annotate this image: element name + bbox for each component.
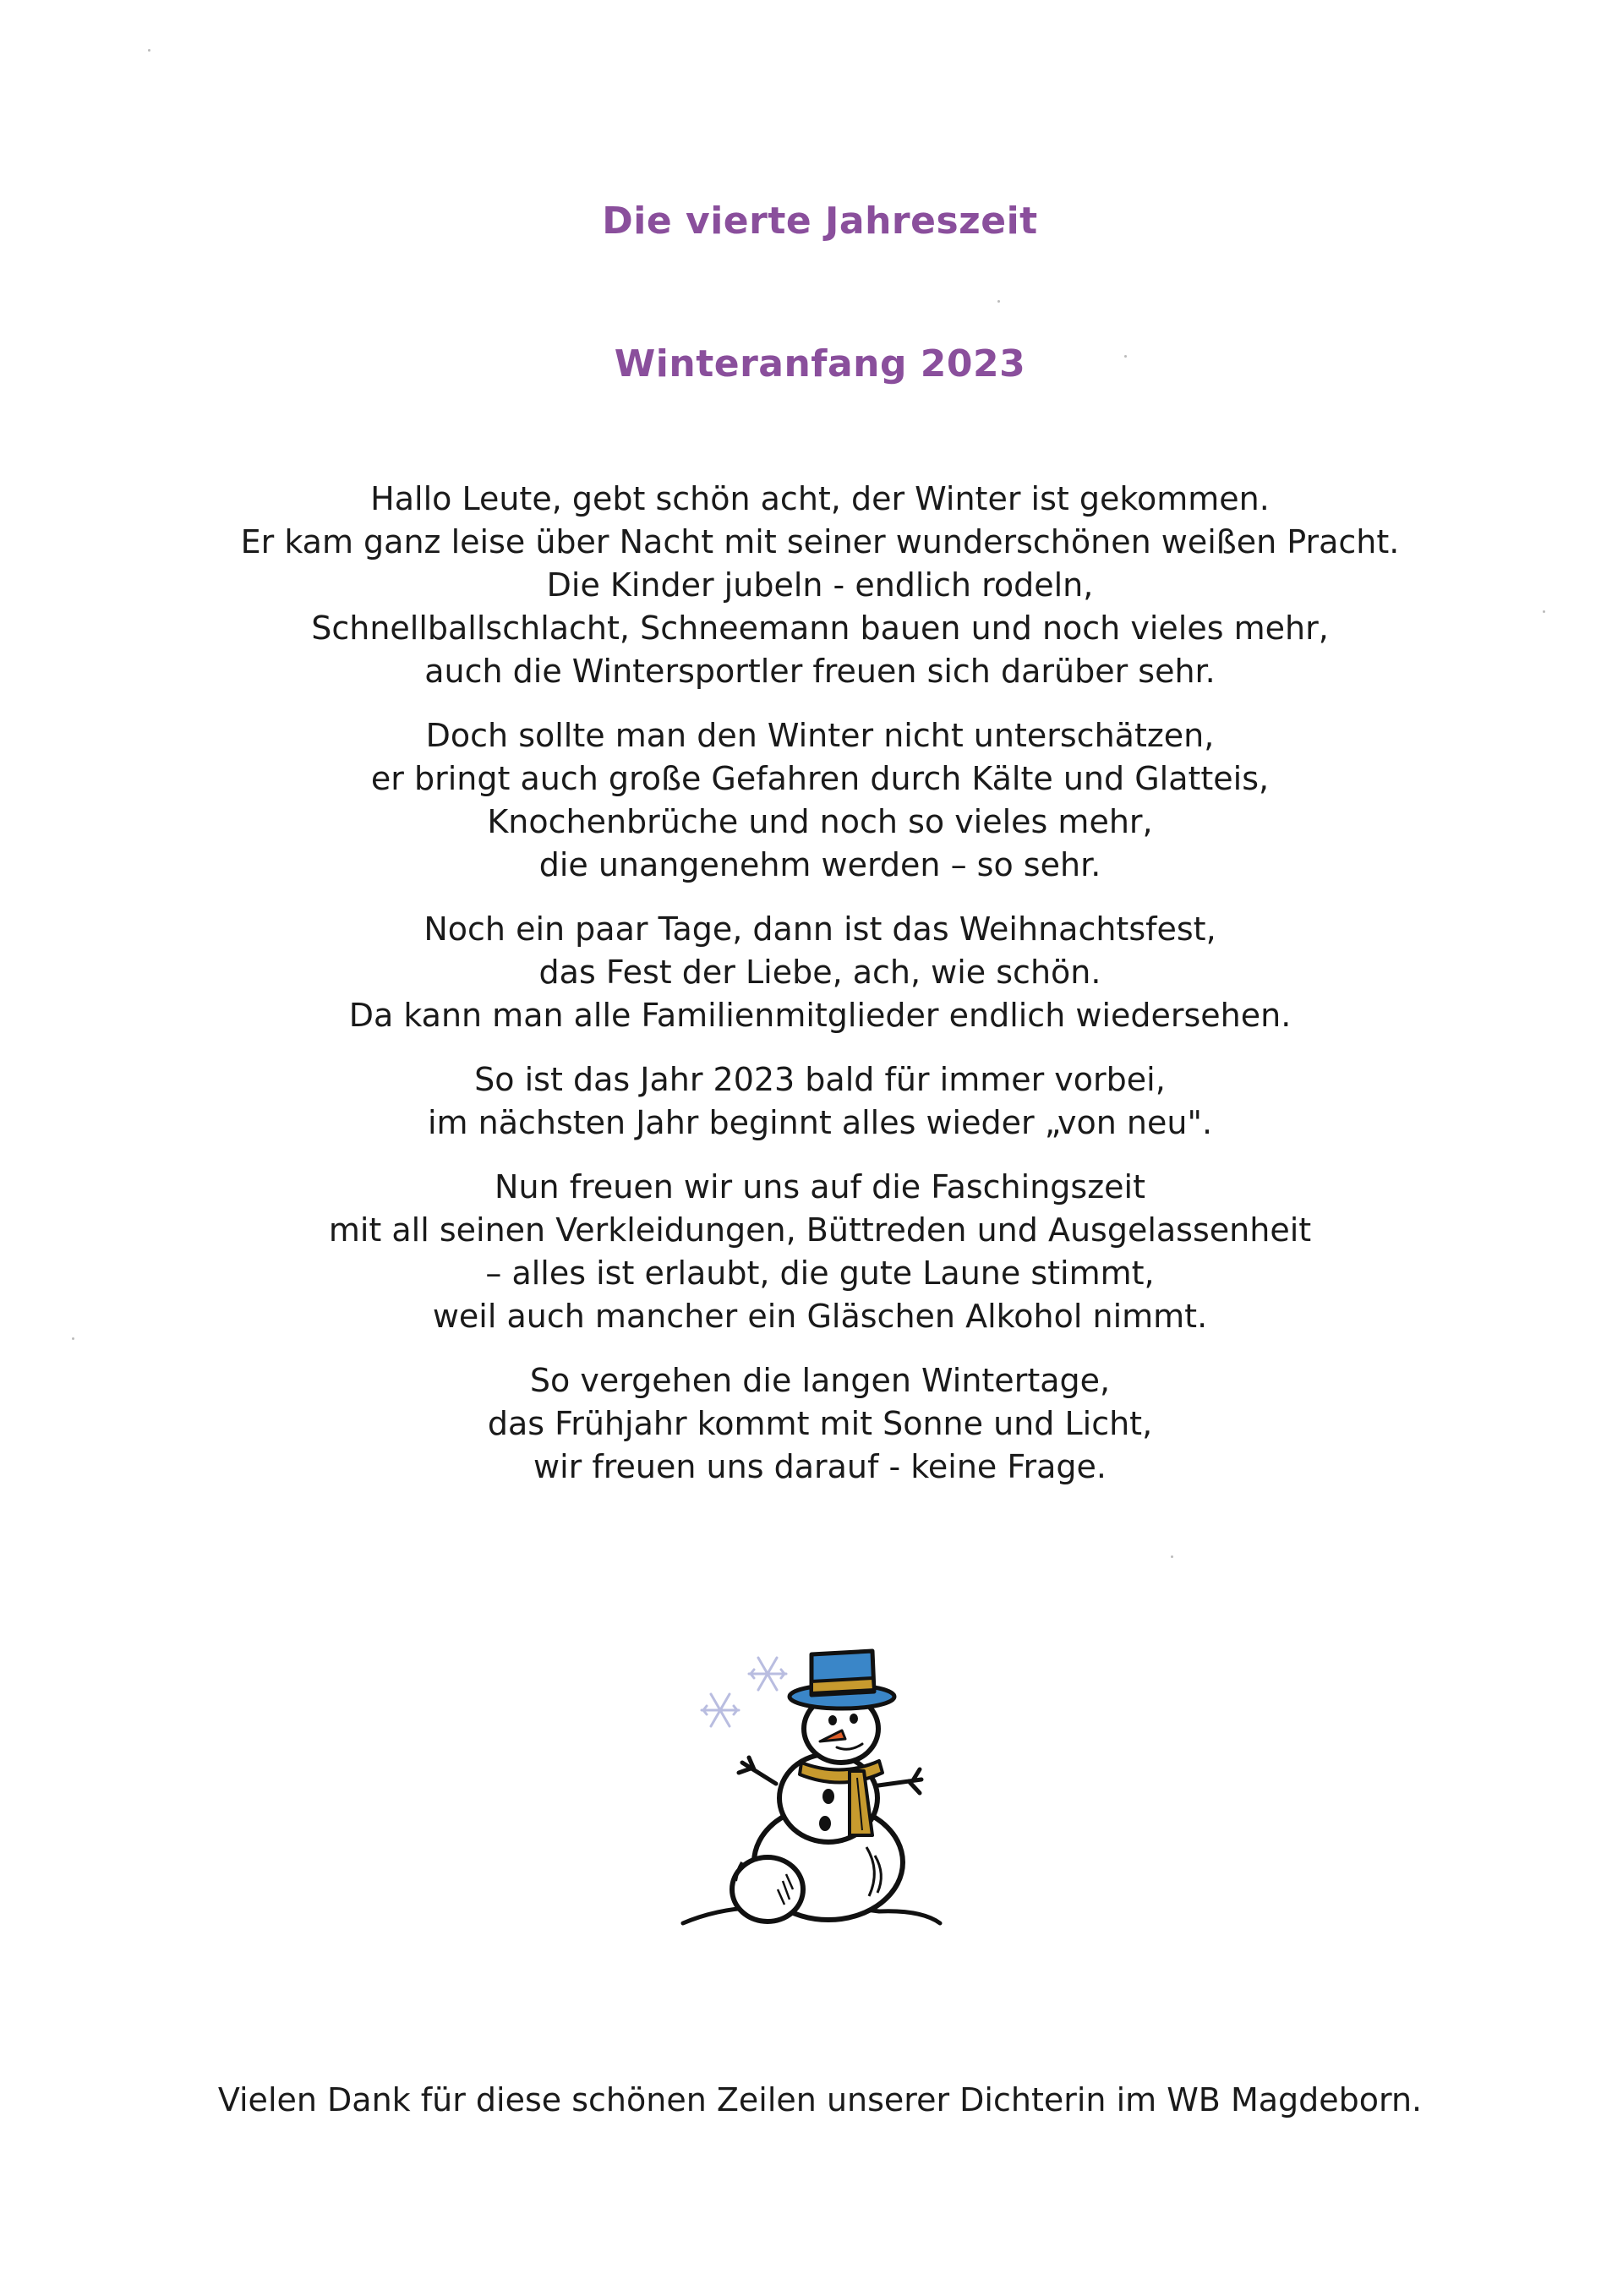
poem-line: wir freuen uns darauf - keine Frage.	[533, 1448, 1107, 1485]
poem-line: das Fest der Liebe, ach, wie schön.	[538, 954, 1101, 991]
poem-stanza	[0, 714, 1623, 887]
poem-line: Hallo Leute, gebt schön acht, der Winter ist gekommen.	[370, 480, 1270, 517]
poem-line: – alles ist erlaubt, die gute Laune stimmt,	[485, 1255, 1155, 1292]
poem	[0, 478, 1623, 1510]
poem-line: Knochenbrüche und noch so vieles mehr,	[487, 803, 1153, 840]
poem-line: Doch sollte man den Winter nicht unterschätzen,	[425, 717, 1215, 754]
poem-stanza	[0, 478, 1623, 693]
document-subtitle: Winteranfang 2023	[614, 342, 1026, 385]
poem-stanza	[0, 908, 1623, 1037]
document-title: Die vierte Jahreszeit	[602, 200, 1038, 243]
poem-line: Die Kinder jubeln - endlich rodeln,	[546, 566, 1094, 604]
poem-line: Er kam ganz leise über Nacht mit seiner wunderschönen weißen Pracht.	[240, 523, 1400, 560]
poem-line: weil auch mancher ein Gläschen Alkohol nimmt.	[432, 1298, 1208, 1335]
poem-line: auch die Wintersportler freuen sich darüber sehr.	[424, 653, 1216, 690]
poem-stanza	[0, 1359, 1623, 1489]
poem-stanza	[0, 1166, 1623, 1338]
scan-speck	[148, 49, 150, 52]
scan-speck	[997, 300, 1000, 303]
poem-line: Da kann man alle Familienmitglieder endlich wiedersehen.	[348, 997, 1292, 1034]
poem-line: er bringt auch große Gefahren durch Kälte und Glatteis,	[370, 760, 1270, 797]
poem-line: So ist das Jahr 2023 bald für immer vorbei,	[474, 1061, 1166, 1098]
scan-speck	[1543, 610, 1545, 613]
scan-speck	[1124, 355, 1127, 358]
snowflake-icon	[702, 1658, 786, 1726]
poem-stanza	[0, 1058, 1623, 1145]
poem-line: die unangenehm werden – so sehr.	[538, 846, 1101, 883]
scan-speck	[1171, 1555, 1173, 1558]
scan-speck	[72, 1337, 74, 1340]
poem-line: Nun freuen wir uns auf die Faschingszeit	[495, 1168, 1145, 1205]
poem-line: So vergehen die langen Wintertage,	[529, 1362, 1111, 1399]
poem-line: mit all seinen Verkleidungen, Büttreden und Ausgelassenheit	[328, 1211, 1312, 1249]
poem-line: Schnellballschlacht, Schneemann bauen und noch vieles mehr,	[311, 610, 1329, 647]
snowman-icon	[676, 1636, 981, 1940]
poem-line: Noch ein paar Tage, dann ist das Weihnachtsfest,	[424, 910, 1216, 948]
footer-thanks: Vielen Dank für diese schönen Zeilen unserer Dichterin im WB Magdeborn.	[217, 2081, 1423, 2118]
poem-line: im nächsten Jahr beginnt alles wieder „von neu".	[427, 1104, 1213, 1141]
poem-line: das Frühjahr kommt mit Sonne und Licht,	[487, 1405, 1153, 1442]
snowman-illustration	[676, 1636, 981, 1940]
